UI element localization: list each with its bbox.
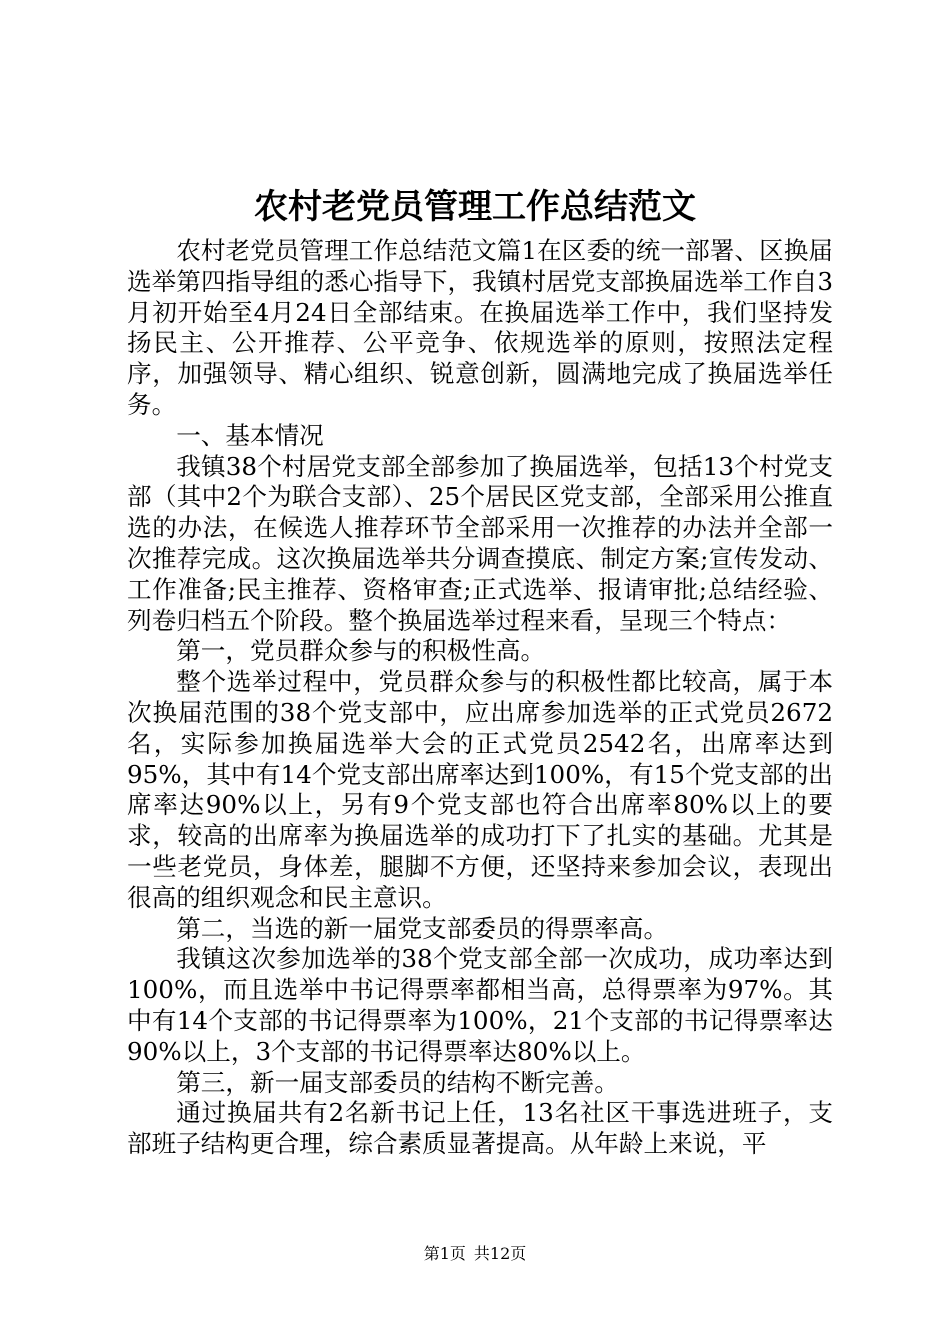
page-number: 第1页	[423, 1244, 466, 1263]
document-body	[127, 236, 833, 1160]
document-title: 农村老党员管理工作总结范文	[254, 187, 696, 227]
paragraph-participation: 整个选举过程中，党员群众参与的积极性都比较高，属于本次换届范围的38个党支部中，应出席参加选举的正式党员2672名，实际参加换届选举大会的正式党员2542名，出席率达到95%，其中有14个党支部出席率达到100%，有15个党支部的出席率达90%以上，另有9个党支部也符合出席率80%以上的要求，较高的出席率为换届选举的成功打下了扎实的基础。尤其是一些老党员，身体差，腿脚不方便，还坚持来参加会议，表现出很高的组织观念和民主意识。	[127, 667, 833, 912]
section-heading-basic-situation: 一、基本情况	[176, 420, 324, 450]
paragraph-structure: 通过换届共有2名新书记上任，13名社区干事选进班子，支部班子结构更合理，综合素质显著提高。从年龄上来说，平	[127, 1098, 833, 1159]
page-total: 共12页	[473, 1244, 527, 1263]
paragraph-intro: 农村老党员管理工作总结范文篇1在区委的统一部署、区换届选举第四指导组的悉心指导下，我镇村居党支部换届选举工作自3月初开始至4月24日全部结束。在换届选举工作中，我们坚持发扬民主、公开推荐、公平竞争、依规选举的原则，按照法定程序，加强领导、精心组织、锐意创新，圆满地完成了换届选举任务。	[127, 236, 833, 419]
page-footer	[0, 1243, 950, 1265]
paragraph-vote-rate: 我镇这次参加选举的38个党支部全部一次成功，成功率达到100%，而且选举中书记得票率都相当高，总得票率为97%。其中有14个支部的书记得票率为100%，21个支部的书记得票率达90%以上，3个支部的书记得票率达80%以上。	[127, 944, 833, 1066]
feature-heading-second: 第二，当选的新一届党支部委员的得票率高。	[176, 913, 669, 943]
feature-heading-first: 第一，党员群众参与的积极性高。	[176, 636, 546, 666]
feature-heading-third: 第三，新一届支部委员的结构不断完善。	[176, 1067, 619, 1097]
paragraph-overview: 我镇38个村居党支部全部参加了换届选举，包括13个村党支部（其中2个为联合支部）、25个居民区党支部，全部采用公推直选的办法，在候选人推荐环节全部采用一次推荐的办法并全部一次推荐完成。这次换届选举共分调查摸底、制定方案;宣传发动、工作准备;民主推荐、资格审查;正式选举、报请审批;总结经验、列卷归档五个阶段。整个换届选举过程来看，呈现三个特点：	[127, 451, 833, 635]
